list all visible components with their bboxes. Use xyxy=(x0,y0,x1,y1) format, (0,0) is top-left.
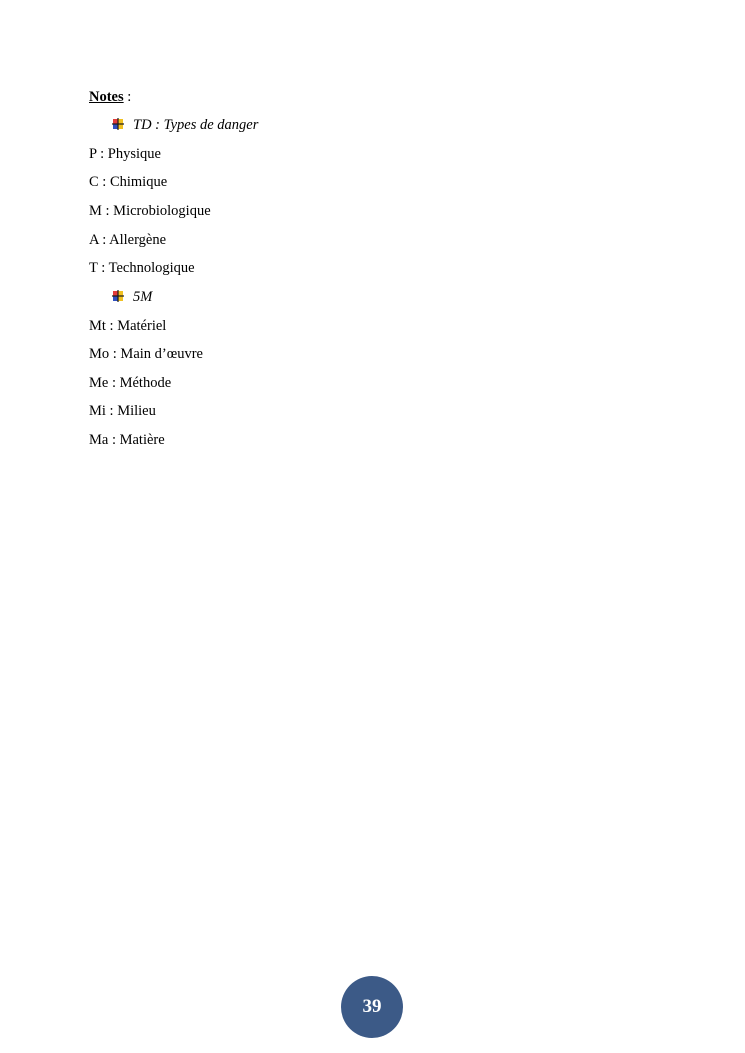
list-item: M : Microbiologique xyxy=(89,203,211,219)
list-item: A : Allergène xyxy=(89,232,167,248)
page-number-badge xyxy=(341,976,403,1038)
list-item: Mo : Main d’œuvre xyxy=(89,346,203,362)
list-item: Mt : Matériel xyxy=(89,318,167,334)
section-heading-5m xyxy=(112,288,152,306)
four-color-square-bullet-icon xyxy=(112,118,124,130)
section-heading-text: TD : Types de danger xyxy=(133,117,259,133)
notes-heading xyxy=(89,88,131,106)
list-item: Me : Méthode xyxy=(89,375,172,391)
list-item: Mi : Milieu xyxy=(89,403,156,419)
list-item: T : Technologique xyxy=(89,260,195,276)
section-heading-text: 5M xyxy=(133,289,153,305)
section-heading-types-de-danger xyxy=(112,116,258,134)
notes-title: Notes xyxy=(89,89,124,105)
notes-title-suffix: : xyxy=(123,89,132,105)
list-item: P : Physique xyxy=(89,146,161,162)
four-color-square-bullet-icon xyxy=(112,290,124,302)
list-item: Ma : Matière xyxy=(89,432,165,448)
list-item: C : Chimique xyxy=(89,174,168,190)
page-number: 39 xyxy=(362,996,382,1017)
